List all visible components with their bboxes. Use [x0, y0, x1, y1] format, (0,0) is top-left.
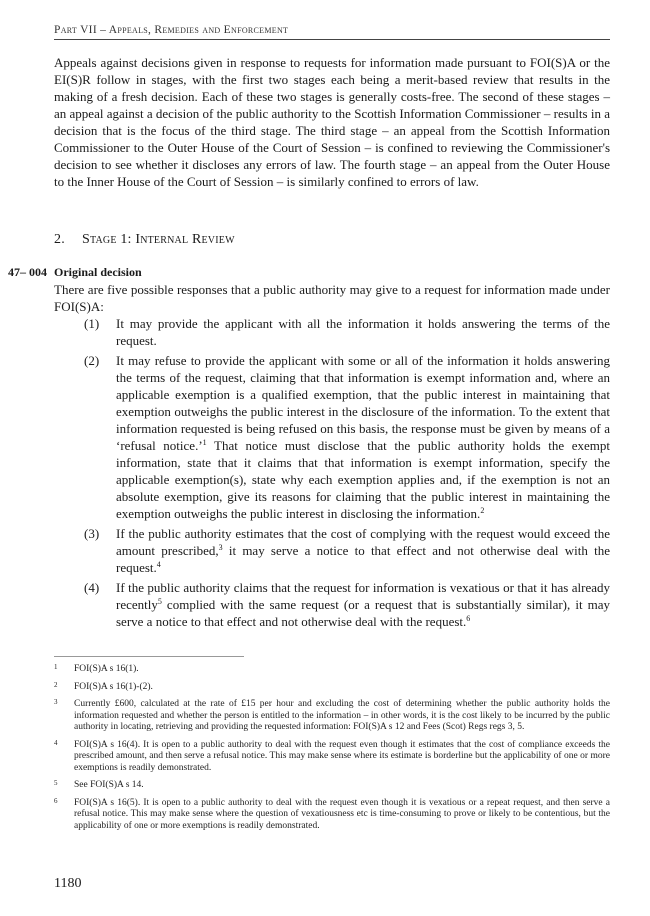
footnote-number: 3: [54, 698, 58, 706]
section-title: Stage 1: Internal Review: [82, 232, 235, 247]
footnote: [54, 699, 610, 734]
list-item-text: complied with the same request (or a request that is substantially similar), it may serve a notice to that effect and not otherwise deal with the request.: [116, 597, 610, 629]
footnote-number: 2: [54, 680, 58, 689]
footnote: [54, 740, 610, 775]
paragraph-number: 47– 004: [8, 265, 47, 279]
list-item-marker: (1): [84, 316, 100, 331]
list-item-marker: (2): [84, 353, 100, 368]
list-item-text: It may refuse to provide the applicant with some or all of the information it holds answering the terms of the request, claiming that that information is exempt information and, where an applicable exemption is a qualified exemption, that the public interest in maintaining that exemption outweighs the public interest in the disclosure of the information. To the extent that information requested is being refused on this basis, the response must be given by means of a ‘refusal notice.’: [116, 353, 610, 453]
lead-paragraph: There are five possible responses that a public authority may give to a request for information made under FOI(S)A:: [54, 282, 610, 314]
footnote-reference[interactable]: 4: [156, 560, 161, 569]
footnote: [54, 780, 610, 792]
footnote-text: Currently £600, calculated at the rate of £15 per hour and excluding the cost of determining whether the public authority holds the information requested and whether the person is entitled to the information – in other words, it is the cost likely to be incurred by the public authority in locating, retrieving and providing the requested information: FOI(S)A s 12 and Fees (Scot) Regs regs 3, 5.: [74, 699, 610, 732]
footnote-text: See FOI(S)A s 14.: [74, 780, 144, 790]
footnote-reference[interactable]: 1: [202, 438, 207, 447]
list-item-marker: (3): [84, 526, 100, 541]
section-heading: [54, 232, 235, 248]
footnote-number: 1: [54, 663, 58, 671]
response-list: [84, 315, 610, 633]
list-item: [84, 315, 610, 349]
section-number: 2.: [54, 232, 65, 247]
footnote-text: FOI(S)A s 16(5). It is open to a public authority to deal with the request even though it is vexatious or a repeat request, and then serve a refusal notice. This may make sense where the question of vexatiousness etc is time-consuming to prove or likely to be contentious, but the applicability of one or more exemptions is readily demonstrated.: [74, 797, 610, 831]
page-number: 1180: [54, 876, 82, 891]
running-head: Part VII – Appeals, Remedies and Enforcement: [54, 24, 610, 40]
footnote: [54, 798, 610, 833]
footnote: [54, 682, 610, 694]
footnote-reference[interactable]: 3: [218, 543, 223, 552]
footnote-number: 6: [54, 796, 58, 805]
footnote-text: FOI(S)A s 16(4). It is open to a public authority to deal with the request even though it estimates that the cost of compliance exceeds the prescribed amount, and then serve a refusal notice. This may make sense where its estimate is borderline but the applicability of one or more exemptions is readily demonstrated.: [74, 739, 610, 773]
list-item-text: If the public authority claims that the request for information is vexatious or that it has already recently: [116, 580, 610, 612]
footnote-separator: [54, 656, 244, 657]
paragraph-title: Original decision: [54, 265, 142, 279]
list-item-text: it may serve a notice to that effect and not otherwise deal with the request.: [116, 543, 610, 575]
list-item: [84, 525, 610, 576]
footnote: [54, 664, 610, 676]
footnote-number: 5: [54, 779, 58, 787]
list-item-marker: (4): [84, 580, 100, 595]
footnote-text: FOI(S)A s 16(1)-(2).: [74, 681, 153, 692]
intro-paragraph: Appeals against decisions given in response to requests for information made pursuant to FOI(S)A or the EI(S)R follow in stages, with the first two stages each being a merit-based review that results in the making of a fresh decision. Each of these two stages is generally costs-free. The second of these stages – an appeal against a decision of the public authority to the Scottish Information Commissioner – results in a decision that is the focus of the third stage. The third stage – an appeal from the Scottish Information Commissioner to the Outer House of the Court of Session – is confined to reviewing the Commissioner's decision to see whether it discloses any errors of law. The fourth stage – an appeal from the Outer House to the Inner House of the Court of Session – is similarly confined to errors of law.: [54, 55, 610, 189]
list-item: [84, 579, 610, 630]
footnote-reference[interactable]: 2: [480, 506, 485, 515]
footnote-reference[interactable]: 5: [157, 597, 162, 606]
footnote-number: 4: [54, 738, 58, 747]
footnote-reference[interactable]: 6: [466, 614, 471, 623]
list-item: [84, 352, 610, 522]
list-item-text: If the public authority estimates that the cost of complying with the request would exceed the amount prescribed,: [116, 526, 610, 558]
list-item-text: That notice must disclose that the public authority holds the exempt information, state that it claims that that information is exempt information, specify the applicable exemption(s), state why each exemption applies and, if the exemption is not an absolute exemption, give its reasons for claiming that the public interest in maintaining the exemption outweighs the public interest in disclosing the information.: [116, 438, 610, 521]
list-item-text: It may provide the applicant with all the information it holds answering the terms of the request.: [116, 316, 610, 348]
footnotes: [54, 664, 610, 838]
footnote-text: FOI(S)A s 16(1).: [74, 664, 139, 674]
